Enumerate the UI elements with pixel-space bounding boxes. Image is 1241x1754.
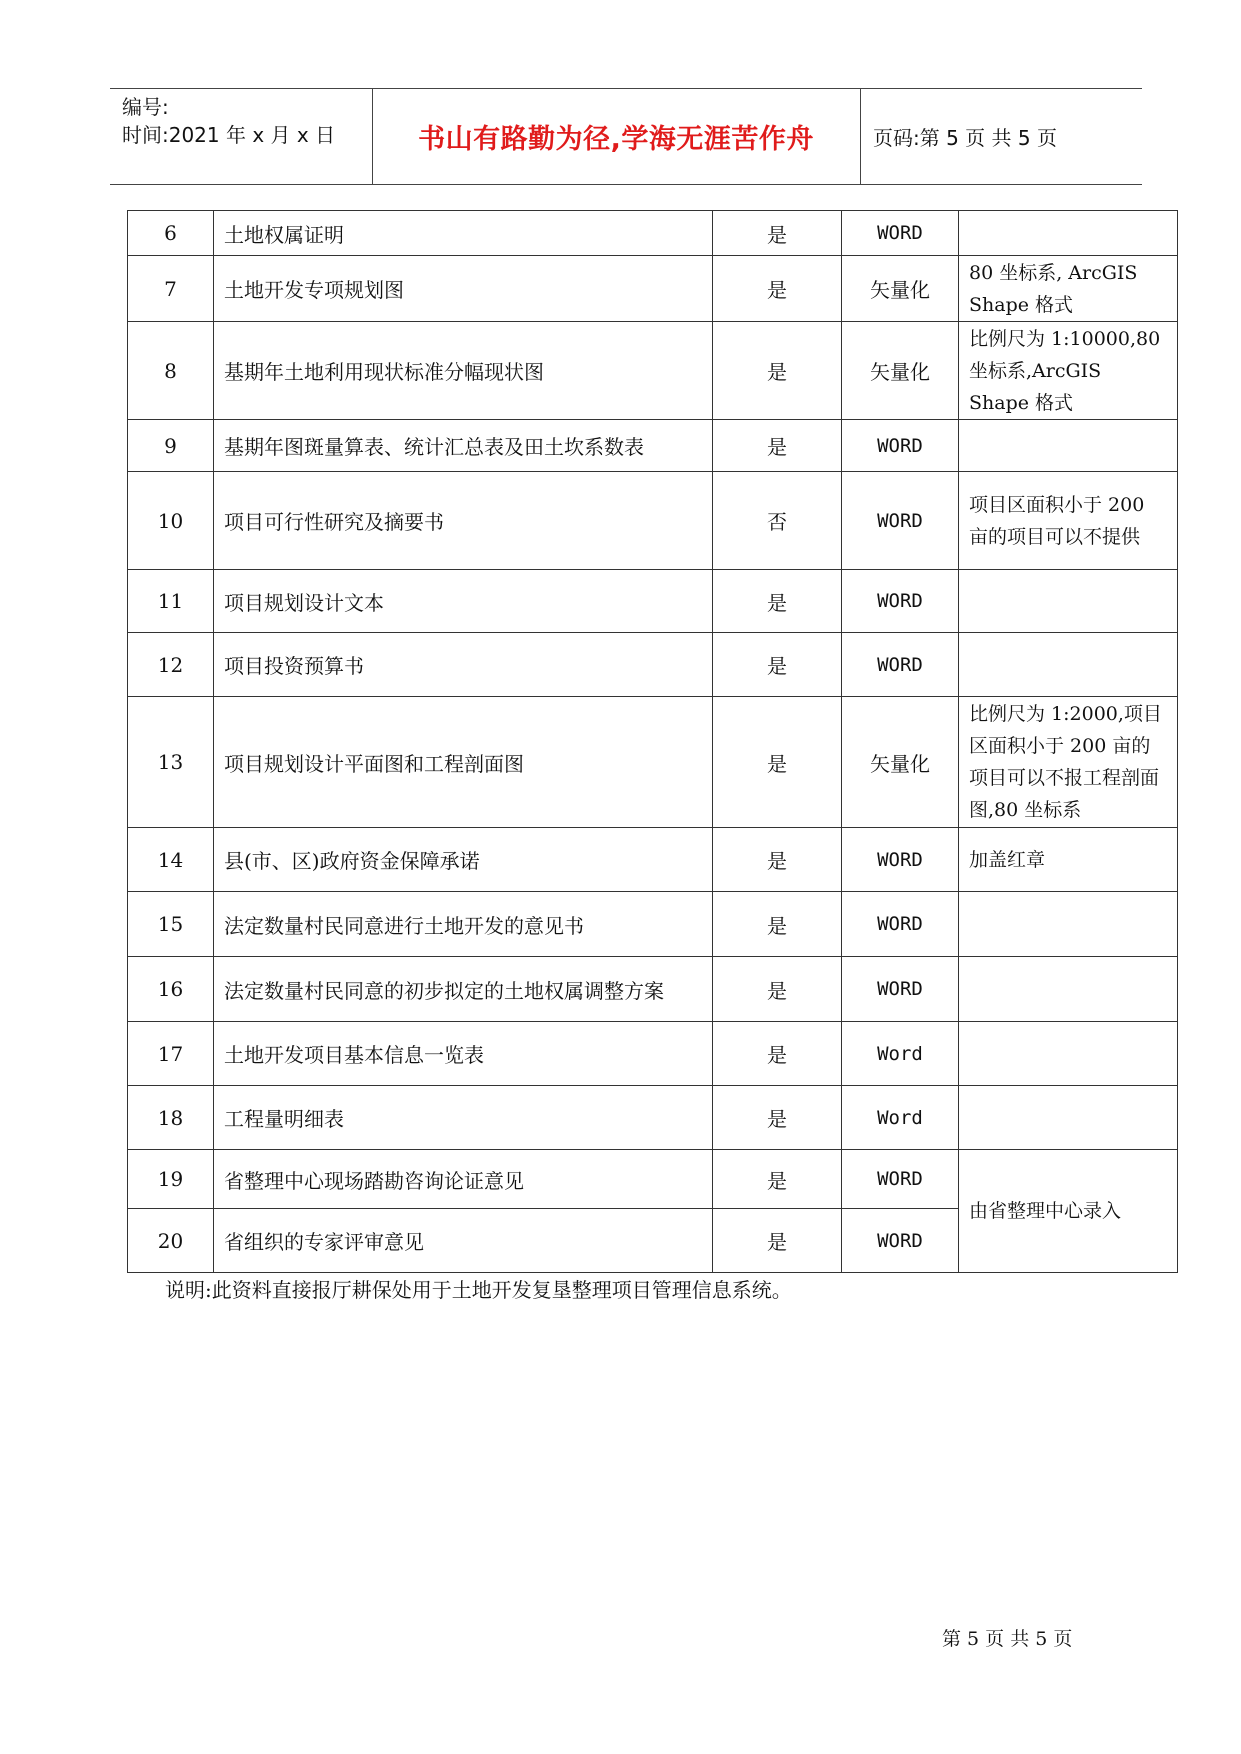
item-note bbox=[959, 892, 1178, 957]
item-name: 项目规划设计文本 bbox=[214, 570, 713, 633]
item-note: 项目区面积小于 200 亩的项目可以不提供 bbox=[959, 472, 1178, 570]
item-name: 基期年土地利用现状标准分幅现状图 bbox=[214, 322, 713, 420]
required-flag: 否 bbox=[713, 472, 842, 570]
row-number: 8 bbox=[128, 322, 214, 420]
item-note bbox=[959, 211, 1178, 256]
row-number: 7 bbox=[128, 256, 214, 322]
required-flag: 是 bbox=[713, 570, 842, 633]
item-name: 省组织的专家评审意见 bbox=[214, 1209, 713, 1273]
file-format: 矢量化 bbox=[842, 697, 959, 828]
table-row bbox=[128, 1150, 1178, 1209]
required-flag: 是 bbox=[713, 633, 842, 697]
item-note bbox=[959, 420, 1178, 472]
row-number: 14 bbox=[128, 828, 214, 892]
item-name: 项目投资预算书 bbox=[214, 633, 713, 697]
item-note bbox=[959, 1086, 1178, 1150]
required-flag: 是 bbox=[713, 1086, 842, 1150]
required-flag: 是 bbox=[713, 697, 842, 828]
item-name: 项目规划设计平面图和工程剖面图 bbox=[214, 697, 713, 828]
row-number: 18 bbox=[128, 1086, 214, 1150]
required-flag: 是 bbox=[713, 828, 842, 892]
header-motto: 书山有路勤为径,学海无涯苦作舟 bbox=[418, 124, 814, 155]
item-name: 工程量明细表 bbox=[214, 1086, 713, 1150]
row-number: 10 bbox=[128, 472, 214, 570]
table-row bbox=[128, 1086, 1178, 1150]
table-row bbox=[128, 256, 1178, 322]
file-format: WORD bbox=[842, 1209, 959, 1273]
file-format: WORD bbox=[842, 957, 959, 1022]
row-number: 6 bbox=[128, 211, 214, 256]
item-name: 土地开发专项规划图 bbox=[214, 256, 713, 322]
row-number: 17 bbox=[128, 1022, 214, 1086]
required-flag: 是 bbox=[713, 1209, 842, 1273]
item-note bbox=[959, 633, 1178, 697]
item-name: 基期年图斑量算表、统计汇总表及田土坎系数表 bbox=[214, 420, 713, 472]
file-format: WORD bbox=[842, 1150, 959, 1209]
row-number: 16 bbox=[128, 957, 214, 1022]
table-row bbox=[128, 697, 1178, 828]
table-row bbox=[128, 957, 1178, 1022]
file-format: WORD bbox=[842, 472, 959, 570]
file-format: WORD bbox=[842, 570, 959, 633]
file-format: 矢量化 bbox=[842, 256, 959, 322]
file-format: WORD bbox=[842, 211, 959, 256]
item-name: 法定数量村民同意进行土地开发的意见书 bbox=[214, 892, 713, 957]
item-note: 由省整理中心录入 bbox=[959, 1150, 1178, 1273]
document-number-label: 编号: bbox=[122, 95, 169, 119]
required-flag: 是 bbox=[713, 211, 842, 256]
required-flag: 是 bbox=[713, 892, 842, 957]
required-flag: 是 bbox=[713, 322, 842, 420]
file-format: Word bbox=[842, 1022, 959, 1086]
item-note: 比例尺为 1:10000,80 坐标系,ArcGIS Shape 格式 bbox=[959, 322, 1178, 420]
table-row bbox=[128, 1022, 1178, 1086]
table-row bbox=[128, 892, 1178, 957]
item-name: 省整理中心现场踏勘咨询论证意见 bbox=[214, 1150, 713, 1209]
item-name: 土地权属证明 bbox=[214, 211, 713, 256]
item-note: 80 坐标系, ArcGIS Shape 格式 bbox=[959, 256, 1178, 322]
required-flag: 是 bbox=[713, 957, 842, 1022]
row-number: 20 bbox=[128, 1209, 214, 1273]
table-row bbox=[128, 322, 1178, 420]
row-number: 13 bbox=[128, 697, 214, 828]
materials-table bbox=[127, 210, 1178, 1273]
file-format: Word bbox=[842, 1086, 959, 1150]
page-header bbox=[110, 88, 1142, 185]
header-page-label: 页码:第 5 页 共 5 页 bbox=[873, 126, 1057, 150]
row-number: 11 bbox=[128, 570, 214, 633]
table-row bbox=[128, 570, 1178, 633]
row-number: 12 bbox=[128, 633, 214, 697]
item-note: 比例尺为 1:2000,项目区面积小于 200 亩的项目可以不报工程剖面图,80 坐标系 bbox=[959, 697, 1178, 828]
item-name: 法定数量村民同意的初步拟定的土地权属调整方案 bbox=[214, 957, 713, 1022]
file-format: WORD bbox=[842, 828, 959, 892]
table-row bbox=[128, 828, 1178, 892]
footnote: 说明:此资料直接报厅耕保处用于土地开发复垦整理项目管理信息系统。 bbox=[165, 1278, 792, 1302]
table-row bbox=[128, 633, 1178, 697]
header-left-cell bbox=[110, 89, 373, 184]
footer-page-number: 第 5 页 共 5 页 bbox=[942, 1628, 1073, 1650]
table-row bbox=[128, 472, 1178, 570]
header-motto-cell bbox=[372, 89, 861, 184]
item-name: 县(市、区)政府资金保障承诺 bbox=[214, 828, 713, 892]
file-format: WORD bbox=[842, 892, 959, 957]
required-flag: 是 bbox=[713, 420, 842, 472]
row-number: 19 bbox=[128, 1150, 214, 1209]
file-format: 矢量化 bbox=[842, 322, 959, 420]
table-row bbox=[128, 420, 1178, 472]
header-right-cell bbox=[861, 89, 1142, 184]
required-flag: 是 bbox=[713, 1150, 842, 1209]
item-note bbox=[959, 570, 1178, 633]
required-flag: 是 bbox=[713, 256, 842, 322]
required-flag: 是 bbox=[713, 1022, 842, 1086]
item-name: 项目可行性研究及摘要书 bbox=[214, 472, 713, 570]
item-note bbox=[959, 1022, 1178, 1086]
file-format: WORD bbox=[842, 633, 959, 697]
table-row bbox=[128, 211, 1178, 256]
document-time-label: 时间:2021 年 x 月 x 日 bbox=[122, 123, 336, 147]
item-note bbox=[959, 957, 1178, 1022]
row-number: 15 bbox=[128, 892, 214, 957]
row-number: 9 bbox=[128, 420, 214, 472]
file-format: WORD bbox=[842, 420, 959, 472]
item-name: 土地开发项目基本信息一览表 bbox=[214, 1022, 713, 1086]
item-note: 加盖红章 bbox=[959, 828, 1178, 892]
